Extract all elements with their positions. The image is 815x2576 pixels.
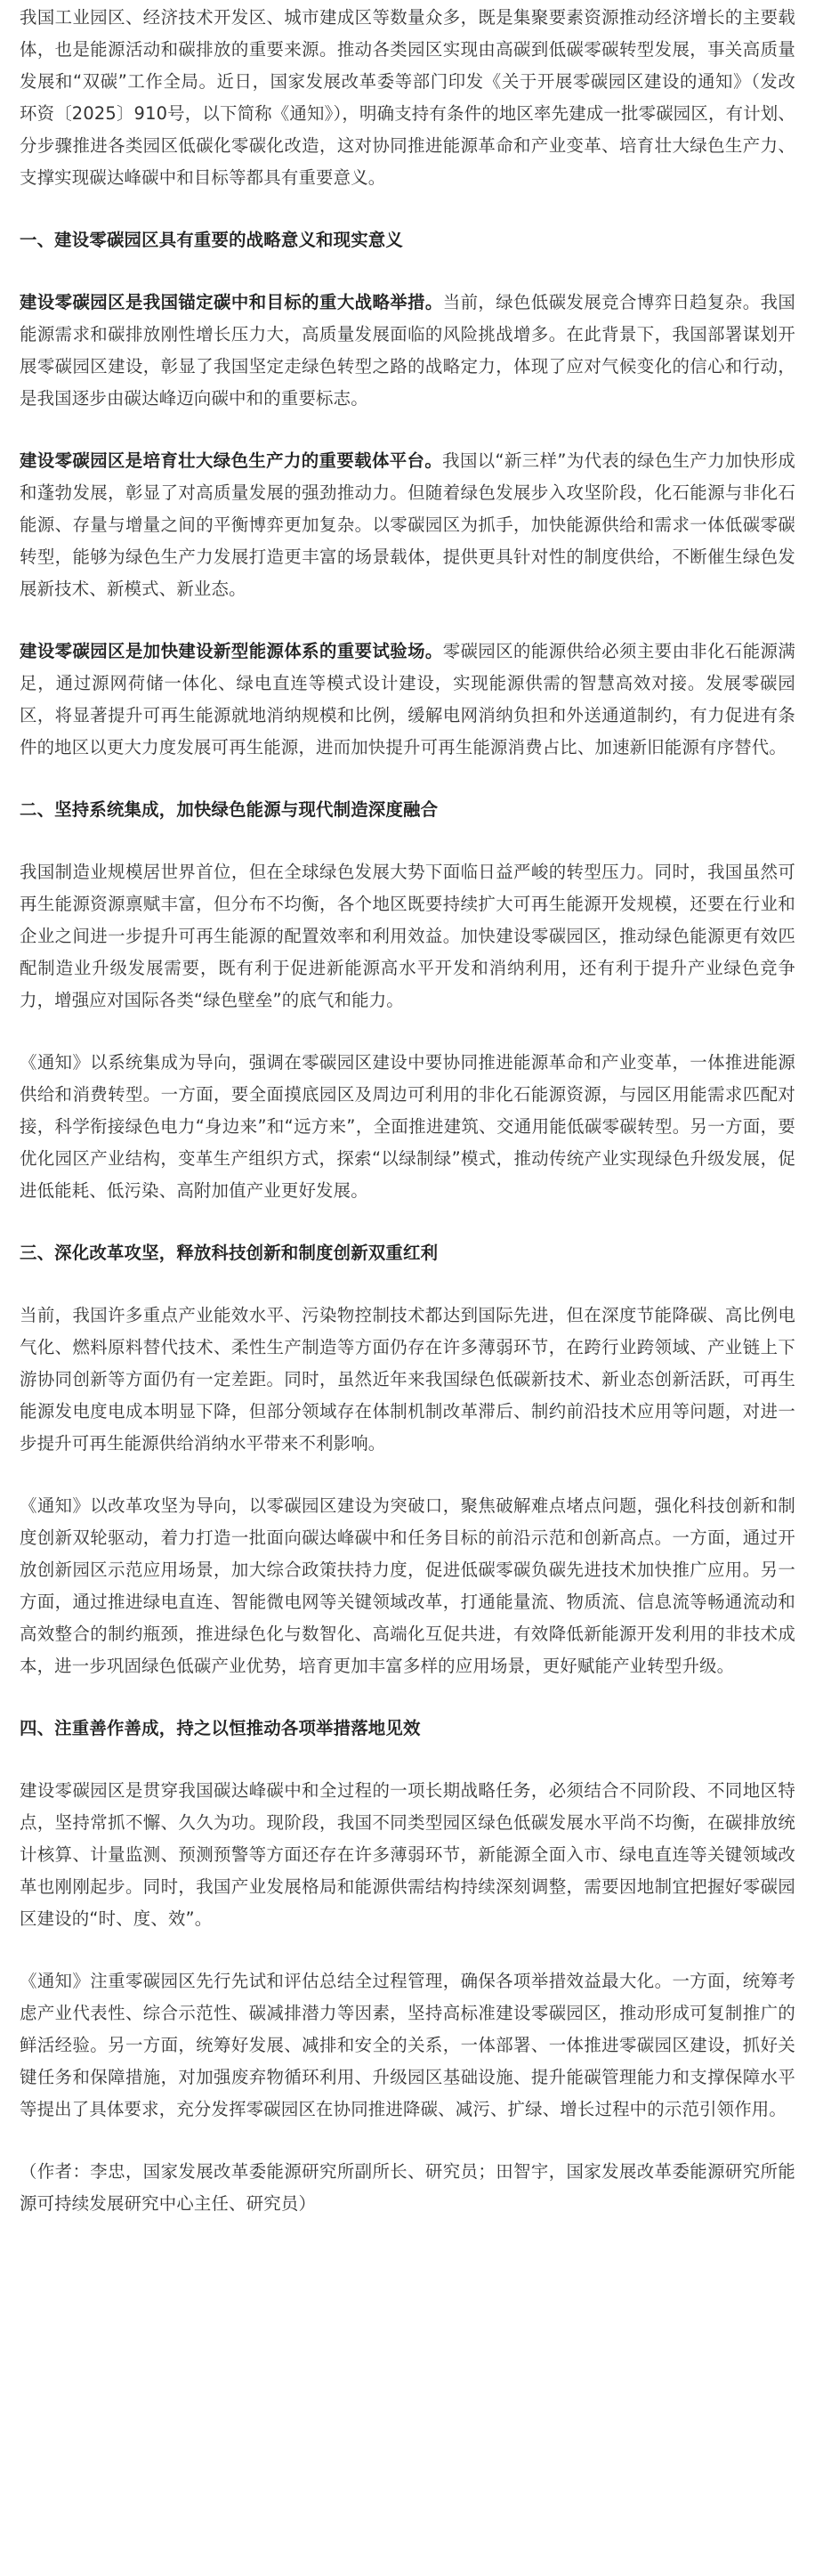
section-1-paragraph-3-lead: 建设零碳园区是加快建设新型能源体系的重要试验场。	[20, 641, 443, 661]
section-1-paragraph-1-body: 当前，绿色低碳发展竞合博弈日趋复杂。我国能源需求和碳排放刚性增长压力大，高质量发展面临的风险挑战增多。在此背景下，我国部署谋划开展零碳园区建设，彰显了我国坚定走绿色转型之路的战略定力，体现了应对气候变化的信心和行动，是我国逐步由碳达峰迈向碳中和的重要标志。	[20, 292, 795, 409]
section-1-paragraph-2-lead: 建设零碳园区是培育壮大绿色生产力的重要载体平台。	[20, 450, 443, 471]
intro-paragraph: 我国工业园区、经济技术开发区、城市建成区等数量众多，既是集聚要素资源推动经济增长的主要载体，也是能源活动和碳排放的重要来源。推动各类园区实现由高碳到低碳零碳转型发展，事关高质量发展和“双碳”工作全局。近日，国家发展改革委等部门印发《关于开展零碳园区建设的通知》（发改环资〔2025〕910号，以下简称《通知》），明确支持有条件的地区率先建成一批零碳园区，有计划、分步骤推进各类园区低碳化零碳化改造，这对协同推进能源革命和产业变革、培育壮大绿色生产力、支撑实现碳达峰碳中和目标等都具有重要意义。	[20, 7, 795, 188]
section-1-paragraph-3-body: 零碳园区的能源供给必须主要由非化石能源满足，通过源网荷储一体化、绿电直连等模式设计建设，实现能源供需的智慧高效对接。发展零碳园区，将显著提升可再生能源就地消纳规模和比例，缓解电网消纳负担和外送通道制约，有力促进有条件的地区以更大力度发展可再生能源，进而加快提升可再生能源消费占比、加速新旧能源有序替代。	[20, 641, 795, 757]
section-1-paragraph-1	[20, 287, 795, 415]
section-3-paragraph-2: 《通知》以改革攻坚为导向，以零碳园区建设为突破口，聚焦破解难点堵点问题，强化科技创新和制度创新双轮驱动，着力打造一批面向碳达峰碳中和任务目标的前沿示范和创新高点。一方面，通过开放创新园区示范应用场景，加大综合政策扶持力度，促进低碳零碳负碳先进技术加快推广应用。另一方面，通过推进绿电直连、智能微电网等关键领域改革，打通能量流、物质流、信息流等畅通流动和高效整合的制约瓶颈，推进绿色化与数智化、高端化互促共进，有效降低新能源开发利用的非技术成本，进一步巩固绿色低碳产业优势，培育更加丰富多样的应用场景，更好赋能产业转型升级。	[20, 1495, 795, 1676]
section-1-paragraph-3	[20, 636, 795, 764]
section-4-heading: 四、注重善作善成，持之以恒推动各项举措落地见效	[20, 1718, 421, 1738]
section-4-paragraph-1: 建设零碳园区是贯穿我国碳达峰碳中和全过程的一项长期战略任务，必须结合不同阶段、不同地区特点，坚持常抓不懈、久久为功。现阶段，我国不同类型园区绿色低碳发展水平尚不均衡，在碳排放统计核算、计量监测、预测预警等方面还存在许多薄弱环节，新能源全面入市、绿电直连等关键领域改革也刚刚起步。同时，我国产业发展格局和能源供需结构持续深刻调整，需要因地制宜把握好零碳园区建设的“时、度、效”。	[20, 1780, 795, 1929]
section-3-heading: 三、深化改革攻坚，释放科技创新和制度创新双重红利	[20, 1243, 439, 1263]
section-2-heading: 二、坚持系统集成，加快绿色能源与现代制造深度融合	[20, 799, 439, 820]
section-3-paragraph-1: 当前，我国许多重点产业能效水平、污染物控制技术都达到国际先进，但在深度节能降碳、高比例电气化、燃料原料替代技术、柔性生产制造等方面仍存在许多薄弱环节，在跨行业跨领域、产业链上下游协同创新等方面仍有一定差距。同时，虽然近年来我国绿色低碳新技术、新业态创新活跃，可再生能源发电度电成本明显下降，但部分领域存在体制机制改革滞后、制约前沿技术应用等问题，对进一步提升可再生能源供给消纳水平带来不利影响。	[20, 1305, 795, 1454]
section-4-paragraph-2: 《通知》注重零碳园区先行先试和评估总结全过程管理，确保各项举措效益最大化。一方面，统筹考虑产业代表性、综合示范性、碳减排潜力等因素，坚持高标准建设零碳园区，推动形成可复制推广的鲜活经验。另一方面，统筹好发展、减排和安全的关系，一体部署、一体推进零碳园区建设，抓好关键任务和保障措施，对加强废弃物循环利用、升级园区基础设施、提升能碳管理能力和支撑保障水平等提出了具体要求，充分发挥零碳园区在协同推进降碳、减污、扩绿、增长过程中的示范引领作用。	[20, 1971, 795, 2119]
section-2-paragraph-2: 《通知》以系统集成为导向，强调在零碳园区建设中要协同推进能源革命和产业变革，一体推进能源供给和消费转型。一方面，要全面摸底园区及周边可利用的非化石能源资源，与园区用能需求匹配对接，科学衔接绿色电力“身边来”和“远方来”，全面推进建筑、交通用能低碳零碳转型。另一方面，要优化园区产业结构，变革生产组织方式，探索“以绿制绿”模式，推动传统产业实现绿色升级发展，促进低能耗、低污染、高附加值产业更好发展。	[20, 1052, 795, 1201]
section-1-heading: 一、建设零碳园区具有重要的战略意义和现实意义	[20, 230, 403, 250]
author-credit: （作者：李忠，国家发展改革委能源研究所副所长、研究员；田智宇，国家发展改革委能源研究所能源可持续发展研究中心主任、研究员）	[20, 2161, 795, 2214]
section-1-paragraph-1-lead: 建设零碳园区是我国锚定碳中和目标的重大战略举措。	[20, 292, 443, 312]
section-2-paragraph-1: 我国制造业规模居世界首位，但在全球绿色发展大势下面临日益严峻的转型压力。同时，我国虽然可再生能源资源禀赋丰富，但分布不均衡，各个地区既要持续扩大可再生能源开发规模，还要在行业和企业之间进一步提升可再生能源的配置效率和利用效益。加快建设零碳园区，推动绿色能源更有效匹配制造业升级发展需要，既有利于促进新能源高水平开发和消纳利用，还有利于提升产业绿色竞争力，增强应对国际各类“绿色壁垒”的底气和能力。	[20, 862, 795, 1010]
section-1-paragraph-2-body: 我国以“新三样”为代表的绿色生产力加快形成和蓬勃发展，彰显了对高质量发展的强劲推动力。但随着绿色发展步入攻坚阶段，化石能源与非化石能源、存量与增量之间的平衡博弈更加复杂。以零碳园区为抓手，加快能源供给和需求一体低碳零碳转型，能够为绿色生产力发展打造更丰富的场景载体，提供更具针对性的制度供给，不断催生绿色发展新技术、新模式、新业态。	[20, 450, 795, 599]
section-1-paragraph-2	[20, 445, 795, 605]
